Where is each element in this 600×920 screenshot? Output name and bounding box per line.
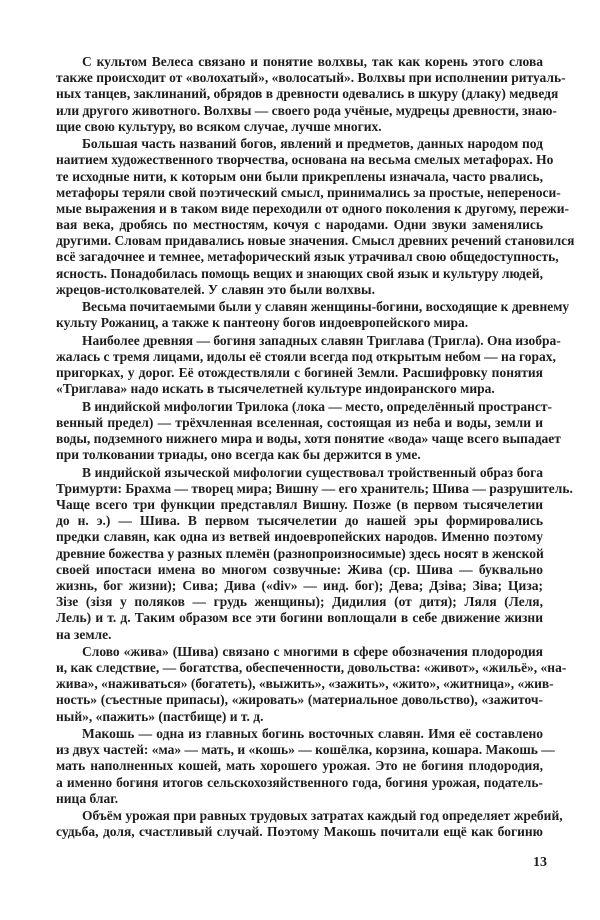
text-line: С культом Велеса связано и понятие волхвы, так как корень этого слова [82,54,543,69]
text-line: венный предел) — трёхчленная вселенная, состоящая из неба и воды, земли и [56,414,543,430]
text-line: жалась с тремя лицами, идолы её стояли всегда под открытым небом — на горах, [56,348,556,364]
text-line: Весьма почитаемыми были у славян женщины-богини, восходящие к древнему [82,299,570,315]
text-line: Наиболее древняя — богиня западных славян Триглава (Тригла). Она изобра- [82,332,561,348]
text-line: жизнь, бог жизни); Сива; Дива («div» — инд. бог); Дева; Дзіва; Зіва; Циза; [56,577,543,593]
page-number: 13 [533,855,547,870]
paragraph [56,136,575,298]
text-line: метафоры теряли свой поэтический смысл, принимались за простые, непереноси- [56,184,561,200]
text-line: Лель) и т. д. Таким образом все эти богини воплощали в себе движение жизни [56,610,543,626]
text-line: ность» (съестные припасы), «жировать» (материальное довольство), «зажиточ- [56,692,543,708]
text-line: предки славян, как одна из ветвей индоевропейских народов. Именно поэтому [56,529,543,545]
paragraph [56,726,555,807]
text-line: и, как следствие, — богатства, обеспеченности, довольства: «живот», «жильё», «на- [56,660,567,676]
paragraph [56,398,561,464]
text-line: другими. Словам придавались новые значения. Смысл древних речений становился [56,233,575,249]
text-line: ясность. Понадобилась помощь вещих и знающих свой язык и культуру людей, [56,265,543,281]
text-line: судьба, доля, счастливый случай. Поэтому Макошь почитали ещё как богиню [56,824,543,840]
text-line: до н. э.) — Шива. В первом тысячелетии до нашей эры формировались [56,513,543,529]
text-line: ный», «пажить» (пастбище) и т. д. [56,708,264,724]
paragraph [56,808,563,840]
text-line: или другого животного. Волхвы — своего рода учёные, мудрецы древности, знаю- [56,102,557,118]
page-body [56,54,575,842]
text-line: жрецов-истолкователей. У славян это были волхвы. [56,281,375,297]
text-line: также происходит от «волохатый», «волосатый». Волхвы при исполнении ритуаль- [56,70,566,86]
paragraph [56,299,570,331]
text-line: Большая часть названий богов, явлений и предметов, данных народом под [82,136,543,152]
text-line: Чаще всего три функции представлял Вишну. Позже (в первом тысячелетии [56,497,543,512]
text-line: Макошь — одна из главных богинь восточных славян. Имя её составлено [82,726,543,741]
text-line: щие свою культуру, во всяком случае, лучше многих. [56,118,382,134]
text-line: наитием художественного творчества, основана на весьма смелых метафорах. Но [56,152,554,168]
text-line: Зізе (зізя у поляков — грудь женщины); Дидилия (от дитя); Ляля (Леля, [56,594,543,610]
text-line: пригорках, у дорог. Её отождествляли с богиней Земли. Расшифровку понятия [56,365,543,381]
text-line: воды, подземного нижнего мира и воды, хотя понятие «вода» чаще всего выпадает [56,431,561,447]
text-line: всё загадочнее и темнее, метафорический язык утрачивал свою общедоступность, [56,249,559,265]
text-line: на земле. [56,626,112,642]
text-line: мые выражения и в таком виде переходили от одного поколения к другому, пережи- [56,200,569,216]
paragraph [56,54,566,135]
paragraph [56,332,561,398]
text-line: ница благ. [56,790,119,806]
text-line: Слово «жива» (Шива) связано с многими в сфере обозначения плодородия [82,643,543,659]
text-line: а именно богиня итогов сельскохозяйственного года, богиня урожая, податель- [56,774,543,790]
text-line: ных танцев, заклинаний, обрядов в древности одевались в шкуру (длаку) медведя [56,86,559,102]
text-line: из двух частей: «ма» — мать, и «кошь» — кошёлка, корзина, кошара. Макошь — [56,742,555,758]
text-line: вая века, дробясь по местностям, кочуя с народами. Одни звуки заменялись [56,217,543,233]
paragraph [56,464,573,643]
text-line: культу Рожаниц, а также к пантеону богов индоевропейского мира. [56,315,469,331]
text-line: «Триглава» надо искать в тысячелетней культуре индоиранского мира. [56,381,495,397]
text-line: Объём урожая при равных трудовых затратах каждый год определяет жребий, [82,808,563,824]
text-line: В индийской мифологии Трилока (лока — место, определённый пространст- [82,398,553,414]
paragraph [56,643,567,725]
text-line: мать наполненных кошей, мать хорошего урожая. Это не богиня плодородия, [56,758,543,774]
text-line: при толковании триады, оно всегда как бы держится в уме. [56,447,421,463]
text-line: своей ипостаси имена во многом созвучные: Жива (ср. Шива — буквально [56,561,543,577]
text-line: жива», «наживаться» (богатеть), «выжить», «зажить», «жито», «житница», «жив- [56,676,554,692]
text-line: те исходные нити, к которым они были прикреплены изначала, часто рвались, [56,168,543,184]
text-line: Тримурти: Брахма — творец мира; Вишну — его хранитель; Шива — разрушитель. [56,480,573,496]
text-line: древние божества у разных племён (разнопроизносимые) здесь носят в женской [56,545,544,561]
text-line: В индийской языческой мифологии существовал тройственный образ бога [82,464,543,480]
